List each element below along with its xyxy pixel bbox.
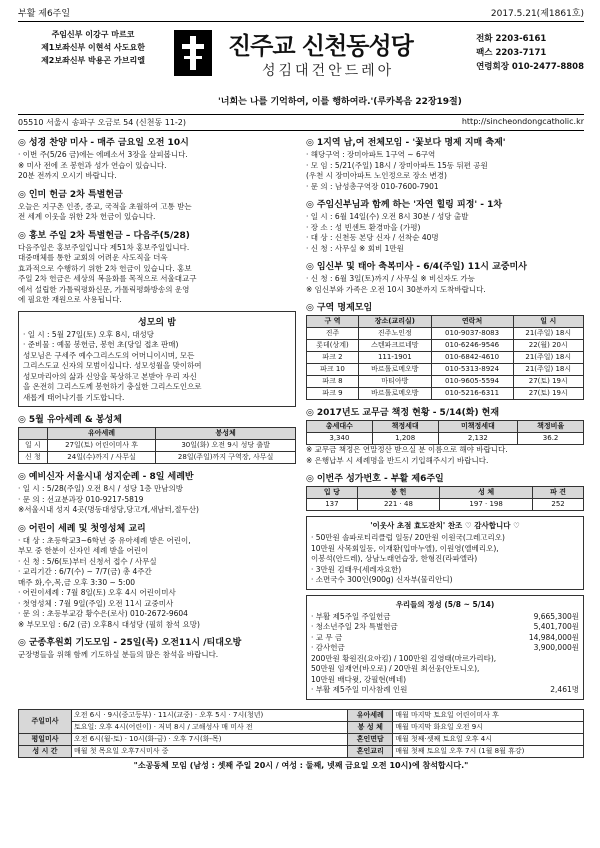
hymn-numbers-section: ◎ 이번주 성가번호 - 부활 제6주일 입 당 봉 헌 성 체 파 견 137 221 · 48 197 · 198 252 — [306, 471, 584, 511]
bullet-icon: ◎ — [18, 523, 26, 534]
contacts — [476, 32, 584, 74]
table-row: 일 시 27일(토) 어린이미사 후 30일(화) 오전 9시 성당 출발 — [19, 440, 296, 452]
church-logo-icon — [174, 30, 212, 76]
bullet-icon: ◎ — [18, 189, 26, 200]
phone: 전화 2203-6161 — [476, 34, 547, 44]
bullet-icon: ◎ — [18, 138, 26, 148]
clergy-pastor: 주임신부 이강구 마르코 — [51, 30, 135, 39]
list-item: · 감사헌금 3,900,000원 — [311, 643, 579, 652]
bullet-icon: ◎ — [306, 138, 314, 148]
bullet-icon: ◎ — [18, 472, 26, 482]
thanks-title: '이웃사 초점 효도잔치' 찬조 ♡ 감사합니다 ♡ — [370, 521, 520, 530]
baptism-table: 유아세례 봉성체 일 시 27일(토) 어린이미사 후 30일(화) 오전 9시 성당 출발 신 청 24일(수)까지 / 사무실 28일(주일)까지 구역장, 사무실 — [18, 427, 296, 464]
church-patron: 성김대건안드레아 — [262, 63, 395, 79]
schedule-table — [18, 709, 584, 758]
list-item: · 청소년주일 2차 특별헌금 5,401,700원 — [311, 622, 579, 631]
right-column — [306, 135, 584, 705]
table-row: 파크 10 바르톨로메오방 010-5313-8924 21(주일) 18시 — [307, 364, 584, 376]
baptism-communion-section: ◎ 5월 유아세례 & 봉성체 유아세례 봉성체 일 시 27일(토) 어린이미사 후 30일(화) 오전 9시 성당 출발 신 청 24일(수)까지 / 사무실 28일(주일)까지 구역장, 사무실 — [18, 412, 296, 464]
pregnancy-blessing-section: ◎ 임신부 및 태아 축복미사 - 6/4(주일) 11시 교중미사 · 신 청 : 6월 3일(토)까지 / 사무실 ※ 비신자도 가능 ※ 임신부와 가족은 오전 10시 30분까지 도착바랍니다. — [306, 262, 527, 294]
clergy-assistant-2: 제2보좌신부 박용곤 가브리엘 — [41, 56, 145, 65]
funeral-contact: 연령회장 010-2477-8808 — [476, 62, 584, 72]
church-name: 진주교 신천동성당 — [228, 31, 413, 60]
children-catechism-section: ◎ 어린이 세례 및 첫영성체 교리 · 대 상 : 초등학교3~6학년 중 유아세례 받은 어린이, 부모 중 한분이 신자인 세례 받을 어린이 · 신 청 : 5/6(토)부터 신청서 접수 / 사무실 · 교리기간 : 6/7(수) ~ 7/7(금) 총 4주간 매주 화,수,목,금 오후 3:30 ~ 5:00 · 어린이세례 : 7월 8일(토) 오후 4시 어린이미사 · 첫영성체 : 7월 9일(주일) 오전 11시 교중미사 · 문 의 : 초등부교감 황수은(로사) 010-2672-9604 ※ 부모모임 : 6/2 (금) 오후8시 대성당 (필히 참석 요망) — [18, 523, 200, 629]
hymn-table: 입 당 봉 헌 성 체 파 견 137 221 · 48 197 · 198 252 — [306, 486, 584, 511]
clergy-list — [18, 28, 168, 67]
table-row: 성 시 간 매월 첫 목요일 오후7시미사 중 혼인교리 매월 첫째 토요일 오후 7시 (1월 8월 휴강) — [19, 745, 584, 757]
tithe-status-section: ◎ 2017년도 교무금 책정 현황 - 5/14(화) 현재 총세대수 책정세대 미책정세대 책정비율 3,340 1,208 2,132 36.2 ※ 교무금 책정은 연말정산 받으실 분 이름으로 해야 바랍니다. ※ 은행납부 시 세례명을 반드시 기입해주시기 바랍니다. — [306, 405, 584, 466]
bullet-icon: ◎ — [18, 230, 26, 241]
bullet-icon: ◎ — [306, 262, 314, 272]
masthead — [18, 22, 584, 114]
marian-night-title: 성모의 밤 — [138, 317, 176, 328]
table-row: 롯데(상계) 스텐파크르네망 010-6246-9546 22(월) 20시 — [307, 340, 584, 352]
pilgrimage-section: ◎ 예비신자 서울시내 성지순례 - 8일 세례반 · 일 시 : 5/28(주일) 오전 8시 / 성당 1층 만남의방 · 문 의 : 선교분과장 010-9217-5819 ※서울시내 성지 4곳(명동대성당,당고개,새남터,절두산) — [18, 472, 199, 514]
bullet-icon: ◎ — [306, 408, 314, 418]
address: 05510 서울시 송파구 오금로 54 (신천동 11-2) — [18, 118, 187, 127]
top-line — [18, 6, 584, 22]
bible-mass-section: ◎ 성경 찬양 미사 - 매주 금요일 오전 10시 · 이번 주(5/26 금)에는 에페소서 3장을 살피봅니다. ※ 미사 전에 조 봉헌과 성가 연습이 있습니다. 20분 전까지 오시기 바랍니다. — [18, 138, 189, 180]
tithe-table: 총세대수 책정세대 미책정세대 책정비율 3,340 1,208 2,132 36.2 — [306, 420, 584, 445]
left-column — [18, 135, 296, 705]
table-row: 137 221 · 48 197 · 198 252 — [307, 499, 584, 511]
marian-night-box: 성모의 밤 · 일 시 : 5월 27일(토) 오후 8시, 대성당 · 준비물 : 예물 봉헌금, 봉헌 초(당일 접초 판매) 성모님은 구세주 예수그리스도의 어머니이시며, 모든 그리스도교 신자의 모범이십니다. 성모성월을 맞이하여 성모마리아의 삶과 신앙을 묵상하고 본받아 우리 자신 을 온전히 그리스도께 봉헌하기 충실한 그리스도인으로 새롭게 태어나기를 기도합니다. — [18, 311, 296, 408]
list-item: · 교 무 금 14,984,000원 — [311, 632, 579, 642]
table-row: 토요일: 오후 4시(어린이) · 저녁 8시 / 고해성사 매 미사 전 봉 성 체 매월 마지막 화요일 오전 9시 — [19, 721, 584, 733]
finance-box: 우리들의 정성 (5/8 ~ 5/14) · 부활 제5주일 주일헌금 9,665,300원 · 청소년주일 2차 특별헌금 5,401,700원 · 교 무 금 14,984,000원 · 감사헌금 3,900,000원 200만원 황원진(요아킴) / 100만원 김영태(마르가리타), 50만원 임재연(바오로) / 20만원 최선웅(안토니오), 10만원 배다윗, 강필현(베네) · 부활 제5주일 미사참례 인원 2,461명 — [306, 595, 584, 700]
thanks-box: '이웃사 초점 효도잔치' 찬조 ♡ 감사합니다 ♡ · 50만원 솔파로티리클럽 일동/ 20만원 이원국(그레고리오) 10만원 사목회일동, 이재환(입마누엘), 이원영(엘베리오), 이봉석(안드레), 상남노래연습장, 한형진(라파엘라) · 3만원 김태우(세레자요한) · 소면국수 300인(900g) 신자부(물리안디) — [306, 516, 584, 590]
healing-retreat-section: ◎ 주임신부님과 함께 하는 '자연 힐링 피정' - 1차 · 일 시 : 6월 14일(수) 오전 8시 30분 / 성당 출발 · 장 소 : 성 빈센트 환경마을 (가평) · 대 상 : 신천동 본당 신자 / 선착순 40명 · 신 청 : 사무실 ※ 회비 1만원 — [306, 200, 503, 253]
bullet-icon: ◎ — [18, 415, 26, 425]
table-row: 평일미사 오전 6시(월-토) · 10시(화-금) · 오후 7시(화-목) 혼인면담 매월 첫째·셋째 토요일 오후 4시 — [19, 733, 584, 745]
table-row: 신 청 24일(수)까지 / 사무실 28일(주일)까지 구역장, 사무실 — [19, 452, 296, 464]
footer-note: "소공동체 모임 (남성 : 셋째 주일 20시 / 여성 : 둘째, 넷째 금요일 오전 10시)에 참석합시다." — [133, 760, 469, 770]
military-prayer-section: ◎ 군종후원회 기도모임 - 25일(목) 오전11시 /티대오방 군장병들을 위해 함께 기도하실 분들의 많은 참석을 바랍니다. — [18, 638, 242, 659]
district-table: 구 역 장소(교리실) 연락처 일 시 진주 진주노인정 010-9037-8083 21(주일) 18시 롯데(상계) 스텐파크르네망 010-6246-9546 22(월) 20시 파크 2 111-1901 010-6842-4610 21(주일) 18시 파크 10 바르톨로메오방 010-5313-8924 21(주일) 18시 파크 8 마티아방 010-9605-5594 27(토) 19시 파크 9 바르톨로메오방 010-5216-6311 27(토) 19시 — [306, 315, 584, 400]
issue-date: 2017.5.21(제1861호) — [490, 9, 584, 19]
table-row: 파크 2 111-1901 010-6842-4610 21(주일) 18시 — [307, 352, 584, 364]
table-row: 파크 8 마티아방 010-9605-5594 27(토) 19시 — [307, 376, 584, 388]
media-sunday-section: ◎ 홍보 주일 2차 특별헌금 – 다음주(5/28) 다음주일은 홍보주일입니다 제51차 홍보주일입니다. 대중매체를 통한 교회의 어려운 사도직을 더욱 효과적으로 수행하기 위한 2차 헌금이 있습니다. 홍보 주일 2차 헌금은 세상의 복음화를 목적으로 서울대교구 에서 설립한 가톨릭평화신문, 가톨릭평화방송의 운영 에 필요한 재원으로 사용됩니다. — [18, 230, 197, 304]
list-item: · 부활 제5주일 주일헌금 9,665,300원 — [311, 611, 579, 621]
table-row: 3,340 1,208 2,132 36.2 — [307, 433, 584, 445]
bullet-icon: ◎ — [306, 200, 314, 210]
website-link[interactable]: http://sincheondongcatholic.kr — [461, 117, 584, 126]
bullet-icon: ◎ — [306, 474, 314, 484]
motto: '너희는 나를 기억하여, 이를 행하여라.'(루카복음 22장19절) — [218, 97, 462, 107]
liturgical-day: 부활 제6주일 — [18, 9, 71, 19]
table-row: 진주 진주노인정 010-9037-8083 21(주일) 18시 — [307, 328, 584, 340]
table-row: 주일미사 오전 6시 · 9시(중고등부) · 11시(교중) · 오후 5시 · 7시(청년) 유아세례 매월 마지막 토요일 어린이미사 후 — [19, 709, 584, 721]
region-festival-section: ◎ 1지역 남,여 전체모임 - '꽃보다 명제 지매 축제' · 해당구역 : 장미아파트 1구역 ~ 6구역 · 모 임 : 5/21(주일) 18시 / 장미아파트 15동 뒤편 공원 (우천 시 장미아파트 노인정으로 장소 변경) · 문 의 : 남성총구역장 010-7600-7901 — [306, 138, 506, 191]
overseas-aid-section: ◎ 인미 헌금 2차 특별헌금 오늘은 지구촌 인종, 종교, 국적을 초월하여 고통 받는 전 세계 이웃을 위한 2차 헌금이 있습니다. — [18, 189, 192, 221]
clergy-assistant-1: 제1보좌신부 이현석 사도요한 — [41, 43, 145, 52]
address-bar — [18, 114, 584, 131]
list-item: · 부활 제5주일 미사참례 인원 2,461명 — [311, 685, 579, 694]
table-row: 파크 9 바르톨로메오방 010-5216-6311 27(토) 19시 — [307, 388, 584, 400]
bullet-icon: ◎ — [306, 303, 314, 313]
fax: 팩스 2203-7171 — [476, 48, 547, 58]
bullet-icon: ◎ — [18, 638, 26, 648]
district-meeting-section: ◎ 구역 명제모임 구 역 장소(교리실) 연락처 일 시 진주 진주노인정 010-9037-8083 21(주일) 18시 롯데(상계) 스텐파크르네망 010-6246-9546 22(월) 20시 파크 2 111-1901 010-6842-4610 21(주일) 18시 파크 10 바르톨로메오방 010-5313-8924 21(주일) 18시 파크 8 마티아방 010-9605-5594 27(토) 19시 파크 9 바르톨로메오방 010-5216-6311 27(토) 19시 — [306, 300, 584, 400]
finance-title: 우리들의 정성 (5/8 ~ 5/14) — [395, 599, 495, 609]
